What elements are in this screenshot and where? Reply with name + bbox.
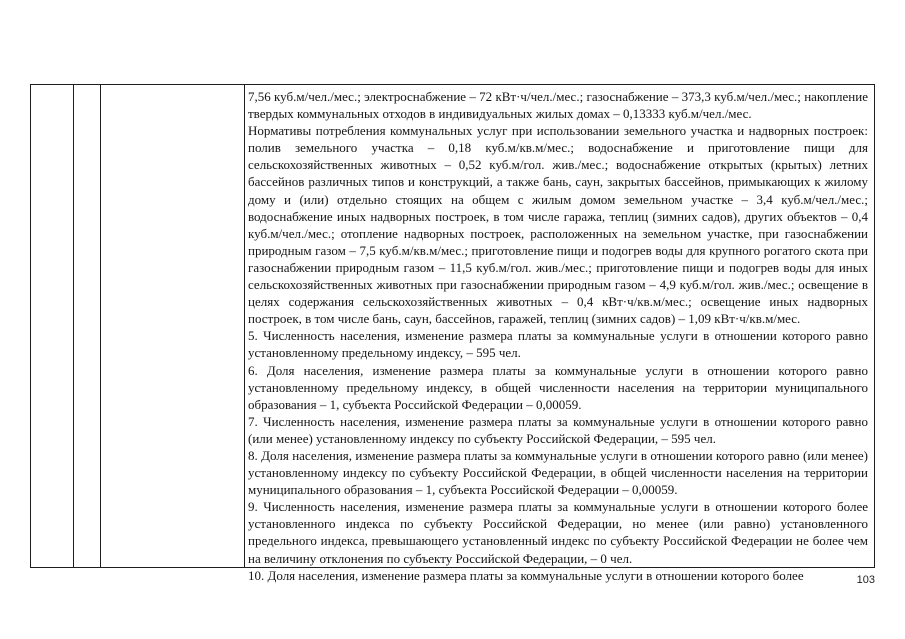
- table-cell-narrow: [73, 85, 101, 567]
- table-cell-name: [100, 85, 245, 567]
- paragraph-item-6: 6. Доля населения, изменение размера платы за коммунальные услуги в отношении которого равно установленному предельному индексу, в общей численности населения на территории муниципального образования – 1, субъекта Российской Федерации – 0,00059.: [248, 362, 868, 412]
- paragraph-item-10: 10. Доля населения, изменение размера платы за коммунальные услуги в отношении которого более: [248, 567, 804, 583]
- paragraph-consumption-norms-tail: 7,56 куб.м/чел./мес.; электроснабжение – 72 кВт·ч/чел./мес.; газоснабжение – 373,3 куб.м/чел./мес.; накопление твердых коммунальных отходов в индивидуальных жилых домах – 0,13333 куб.м/чел./мес.: [248, 89, 868, 122]
- paragraph-item-9: 9. Численность населения, изменение размера платы за коммунальные услуги в отношении которого более установленного индекса по субъекту Российской Федерации, но менее (или равно) установленного предельного индекса, превышающего установленный индекс по субъекту Российской Федерации не более чем на величину отклонения по субъекту Российской Федерации, – 0 чел.: [248, 499, 868, 566]
- paragraph-item-8: 8. Доля населения, изменение размера платы за коммунальные услуги в отношении которого равно (или менее) установленному индексу по субъекту Российской Федерации, в общей численности населения на территории муниципального образования – 1, субъекта Российской Федерации – 0,00059.: [248, 447, 868, 498]
- paragraph-item-7: 7. Численность населения, изменение размера платы за коммунальные услуги в отношении которого равно (или менее) установленному индексу по субъекту Российской Федерации, – 595 чел.: [248, 413, 868, 446]
- table-cell-number: [31, 85, 74, 567]
- paragraph-land-plot-norms: Нормативы потребления коммунальных услуг при использовании земельного участка и надворных построек: полив земельного участка – 0,18 куб.м/кв.м/мес.; водоснабжение и приготовление пищи для сельскохозяйственных животных – 0,52 куб.м/гол. жив./мес.; водоснабжение открытых (крытых) летних бассейнов различных типов и конструкций, а также бань, саун, закрытых бассейнов, примыкающих к жилому дому и (или) отдельно стоящих на общем с жилым домом земельном участке – 3,4 куб.м/чел./мес.; водоснабжение иных надворных построек, в том числе гаража, теплиц (зимних садов), других объектов – 0,4 куб.м/чел./мес.; отопление надворных построек, расположенных на земельном участке, при газоснабжении природным газом – 7,5 куб.м/кв.м/мес.; приготовление пищи и подогрев воды для крупного рогатого скота при газоснабжении природным газом – 11,5 куб.м/гол. жив./мес.; приготовление пищи и подогрев воды для иных сельскохозяйственных животных при газоснабжении природным газом – 4,9 куб.м/гол. жив./мес.; освещение в целях содержания сельскохозяйственных животных – 0,4 кВт·ч/кв.м/мес.; освещение иных надворных построек, в том числе бань, саун, бассейнов, гаражей, теплиц (зимних садов) – 1,09 кВт·ч/кв.м/мес.: [248, 123, 868, 327]
- paragraph-item-5: 5. Численность населения, изменение размера платы за коммунальные услуги в отношении которого равно установленному предельному индексу, – 595 чел.: [248, 328, 868, 361]
- page-number: 103: [856, 574, 875, 586]
